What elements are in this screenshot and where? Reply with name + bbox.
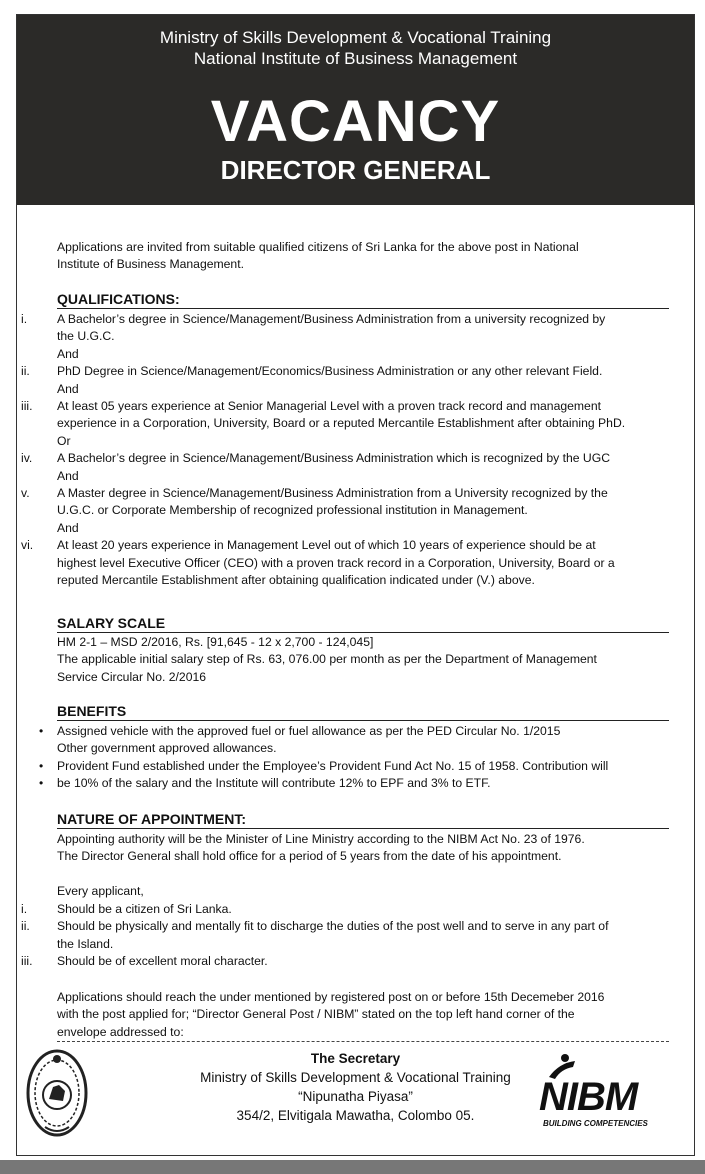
- item-number: v.: [21, 486, 30, 500]
- item-number: ii.: [21, 364, 30, 379]
- qualification-line: reputed Mercantile Establishment after obtaining qualification indicated under (V.) above.: [57, 573, 535, 587]
- ministry-line: Ministry of Skills Development & Vocational Training: [159, 28, 552, 47]
- item-number: iii.: [21, 399, 33, 413]
- salary-line: The applicable initial salary step of Rs. 63, 076.00 per month as per the Department of Management: [57, 652, 597, 667]
- closing-line: envelope addressed to:: [57, 1024, 669, 1042]
- benefits-heading: BENEFITS: [57, 703, 669, 721]
- qualification-line: PhD Degree in Science/Management/Economics/Business Administration or any other relevant Field.: [57, 364, 603, 379]
- appointment-heading: NATURE OF APPOINTMENT:: [57, 811, 669, 829]
- appointment-line: Appointing authority will be the Minister of Line Ministry according to the NIBM Act No. 23 of 1976.: [57, 832, 585, 846]
- ministry-heading: [17, 27, 694, 69]
- address-line: “Nipunatha Piyasa”: [298, 1089, 413, 1104]
- qualification-line: At least 05 years experience at Senior Managerial Level with a proven track record and management: [57, 399, 601, 413]
- advertisement-frame: [16, 14, 695, 1156]
- salary-line: HM 2-1 – MSD 2/2016, Rs. [91,645 - 12 x 2,700 - 124,045]: [57, 635, 374, 649]
- qualification-line: And: [57, 520, 79, 535]
- benefit-line: Provident Fund established under the Employee’s Provident Fund Act No. 15 of 1958. Contribution will: [57, 758, 609, 773]
- item-number: i.: [21, 312, 28, 326]
- item-number: ii.: [21, 919, 30, 934]
- nibm-wordmark: NIBM: [539, 1075, 638, 1119]
- item-number: iii.: [21, 954, 33, 969]
- address-line: Ministry of Skills Development & Vocational Training: [200, 1070, 511, 1085]
- qualification-line: And: [57, 346, 79, 361]
- qualification-line: And: [57, 381, 79, 396]
- qualification-line: highest level Executive Officer (CEO) with a proven track record in a Corporation, University, Board or a: [57, 555, 615, 570]
- institute-line: National Institute of Business Management: [193, 49, 518, 68]
- qualification-line: A Bachelor’s degree in Science/Management/Business Administration which is recognized by the UGC: [57, 451, 611, 466]
- bullet-marker: •: [39, 758, 44, 773]
- appointment-line: The Director General shall hold office for a period of 5 years from the date of his appointment.: [57, 849, 562, 864]
- condition-line: the Island.: [57, 936, 114, 951]
- condition-line: Should be physically and mentally fit to discharge the duties of the post well and to serve in any part of: [57, 919, 609, 934]
- post-title: DIRECTOR GENERAL: [220, 155, 491, 185]
- intro-line: Applications are invited from suitable qualified citizens of Sri Lanka for the above post in National: [57, 240, 579, 254]
- salary-heading: SALARY SCALE: [57, 615, 669, 633]
- header-banner: [17, 15, 694, 205]
- addressee: The Secretary: [310, 1051, 401, 1066]
- qualification-line: A Master degree in Science/Management/Business Administration from a University recognized by the: [57, 486, 608, 500]
- benefit-line: be 10% of the salary and the Institute will contribute 12% to EPF and 3% to ETF.: [57, 776, 491, 791]
- qualification-line: experience in a Corporation, University, Board or a reputed Mercantile Establishment after obtaining PhD.: [57, 416, 626, 431]
- qualifications-heading: QUALIFICATIONS:: [57, 291, 669, 309]
- closing-line: Applications should reach the under mentioned by registered post on or before 15th Decemeber 2016: [57, 990, 605, 1004]
- bullet-marker: •: [39, 776, 44, 791]
- benefit-line: Other government approved allowances.: [57, 741, 277, 756]
- item-number: vi.: [21, 538, 34, 553]
- qualification-line: Or: [57, 433, 71, 448]
- item-number: iv.: [21, 451, 33, 466]
- address-line: 354/2, Elvitigala Mawatha, Colombo 05.: [236, 1108, 475, 1123]
- qualification-line: U.G.C. or Corporate Membership of recognized professional institution in Management.: [57, 503, 528, 518]
- bullet-marker: •: [39, 724, 44, 738]
- intro-line: Institute of Business Management.: [57, 257, 244, 272]
- footer: [17, 1035, 694, 1155]
- every-applicant: Every applicant,: [57, 884, 144, 898]
- condition-line: Should be a citizen of Sri Lanka.: [57, 902, 232, 916]
- nibm-logo: [537, 1053, 667, 1139]
- salary-line: Service Circular No. 2/2016: [57, 669, 207, 684]
- condition-line: Should be of excellent moral character.: [57, 954, 268, 969]
- qualification-line: the U.G.C.: [57, 329, 115, 344]
- item-number: i.: [21, 902, 28, 916]
- appointment-text: [57, 831, 669, 866]
- qualification-line: At least 20 years experience in Management Level out of which 10 years of experience should be at: [57, 538, 596, 553]
- salary-text: [57, 634, 669, 686]
- qualification-line: A Bachelor’s degree in Science/Management/Business Administration from a university recognized by: [57, 312, 606, 326]
- vacancy-title: VACANCY: [210, 89, 501, 154]
- qualification-line: And: [57, 468, 79, 483]
- closing-line: with the post applied for; “Director General Post / NIBM” stated on the top left hand corner of the: [57, 1007, 575, 1022]
- bottom-band: [0, 1160, 705, 1174]
- intro-paragraph: [57, 239, 669, 274]
- nibm-tagline: BUILDING COMPETENCIES: [543, 1119, 648, 1128]
- benefit-line: Assigned vehicle with the approved fuel or fuel allowance as per the PED Circular No. 1/2015: [57, 724, 561, 738]
